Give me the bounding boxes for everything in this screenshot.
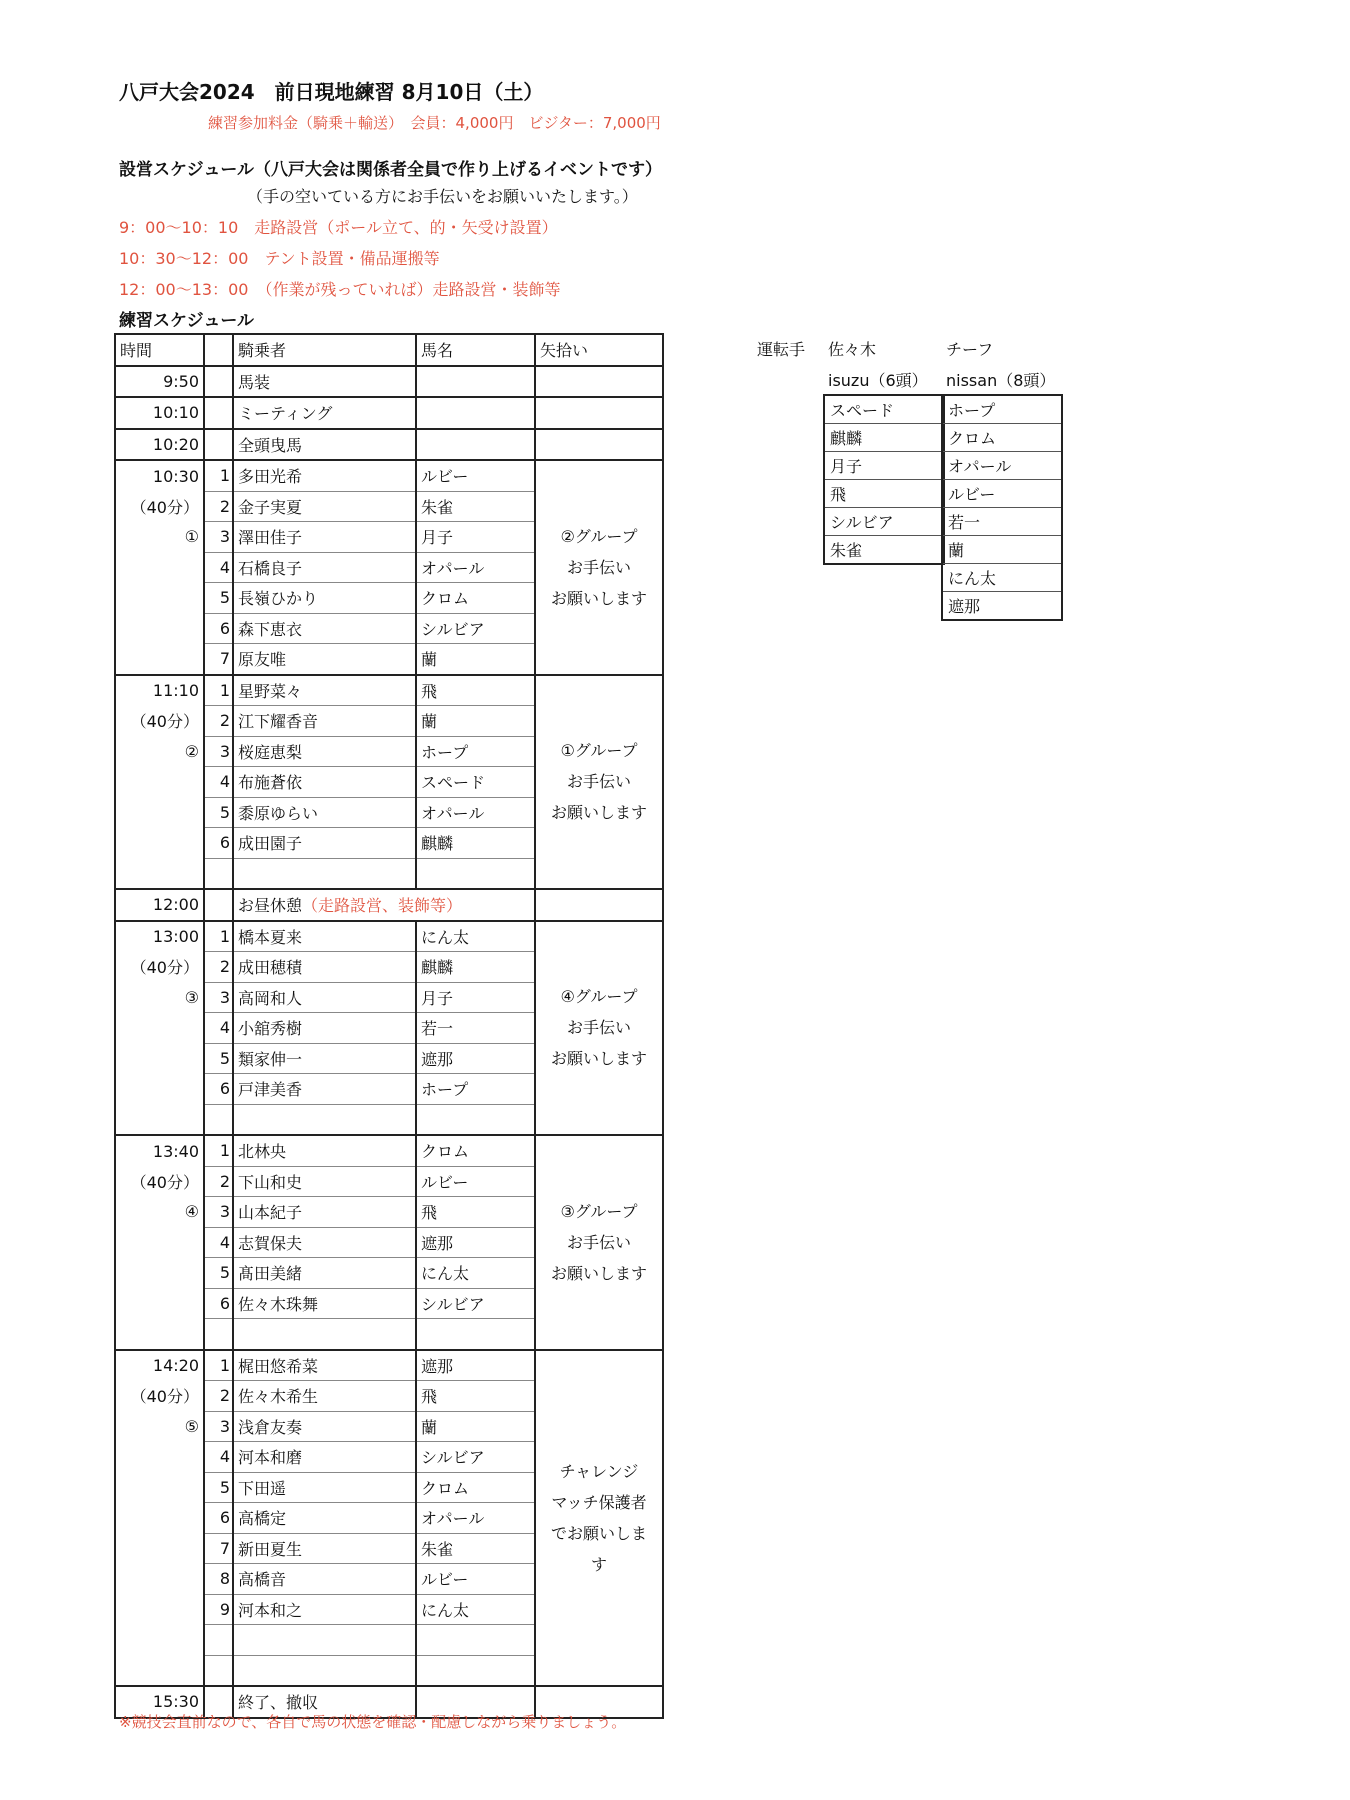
helper-line: お手伝い: [566, 557, 631, 577]
horse-cell: オパール: [416, 797, 535, 828]
truck-horse-row: [824, 536, 944, 565]
time-cell: [115, 1564, 204, 1595]
horse-cell: 遮那: [416, 1350, 535, 1381]
setup-note: （手の空いている方にお手伝いをお願いいたします。）: [247, 187, 638, 206]
truck-horse-cell: ルビー: [942, 480, 1062, 508]
time-cell: [115, 1104, 204, 1135]
practice-title: 練習スケジュール: [119, 311, 254, 331]
rider-cell: 布施蒼依: [233, 767, 416, 798]
number-cell: [204, 1319, 233, 1350]
helper-cell: [535, 397, 663, 429]
truck-horse-cell: 麒麟: [824, 424, 944, 452]
rider-cell: 髙田美緒: [233, 1258, 416, 1289]
horse-cell: にん太: [416, 1594, 535, 1625]
rider-cell: 原友唯: [233, 644, 416, 675]
horse-cell: 遮那: [416, 1227, 535, 1258]
header-row: [115, 334, 663, 366]
truck-horse-cell: 蘭: [942, 536, 1062, 564]
fee-info: 練習参加料金（騎乗＋輸送） 会員：4,000円 ビジター：7,000円: [208, 114, 661, 132]
schedule-row: [115, 429, 663, 461]
lunch-note: （走路設営、装飾等）: [302, 896, 463, 916]
horse-cell: [416, 1104, 535, 1135]
time-cell: ①: [115, 522, 204, 553]
truck-horse-row: [942, 564, 1062, 592]
horse-cell: [416, 1655, 535, 1686]
time-cell: ④: [115, 1197, 204, 1228]
time-cell: （40分）: [115, 1166, 204, 1197]
rider-row: [115, 1350, 663, 1381]
horse-cell: にん太: [416, 921, 535, 952]
time-cell: 11:10: [115, 675, 204, 706]
number-cell: 4: [204, 1442, 233, 1473]
helper-cell: [535, 1350, 663, 1687]
setup-line-3: 12：00〜13：00 （作業が残っていれば）走路設営・装飾等: [119, 280, 561, 299]
number-cell: [204, 1104, 233, 1135]
horse-cell: シルビア: [416, 1442, 535, 1473]
helper-cell: [535, 889, 663, 921]
rider-row: [115, 1135, 663, 1166]
truck-horse-row: [942, 480, 1062, 508]
horse-cell: 麒麟: [416, 828, 535, 859]
time-cell: [115, 767, 204, 798]
horse-cell: [416, 1319, 535, 1350]
time-cell: （40分）: [115, 491, 204, 522]
rider-cell: 成田園子: [233, 828, 416, 859]
number-cell: [204, 889, 233, 921]
helper-line: お願いします: [550, 1049, 647, 1069]
time-cell: ③: [115, 982, 204, 1013]
horse-cell: クロム: [416, 583, 535, 614]
rider-cell: 山本紀子: [233, 1197, 416, 1228]
number-cell: 4: [204, 552, 233, 583]
rider-cell: 馬装: [233, 366, 416, 398]
truck-horse-row: [942, 508, 1062, 536]
number-cell: 1: [204, 1350, 233, 1381]
header-cell: 矢拾い: [535, 334, 663, 366]
horse-cell: 遮那: [416, 1043, 535, 1074]
number-cell: 6: [204, 828, 233, 859]
number-cell: 1: [204, 460, 233, 491]
helper-cell: [535, 1135, 663, 1350]
time-cell: [115, 1319, 204, 1350]
time-cell: [115, 1074, 204, 1105]
time-cell: 13:00: [115, 921, 204, 952]
helper-line: お願いします: [550, 803, 647, 823]
rider-cell: 小舘秀樹: [233, 1013, 416, 1044]
lunch-cell: [233, 889, 535, 921]
time-cell: ⑤: [115, 1411, 204, 1442]
time-cell: 9:50: [115, 366, 204, 398]
time-cell: [115, 1503, 204, 1534]
time-cell: 13:40: [115, 1135, 204, 1166]
rider-cell: 梶田悠希菜: [233, 1350, 416, 1381]
time-cell: [115, 552, 204, 583]
horse-cell: ホープ: [416, 736, 535, 767]
number-cell: 4: [204, 1227, 233, 1258]
rider-cell: 浅倉友奏: [233, 1411, 416, 1442]
number-cell: 5: [204, 1472, 233, 1503]
truck-horse-row: [942, 452, 1062, 480]
time-cell: （40分）: [115, 1381, 204, 1412]
rider-cell: [233, 1655, 416, 1686]
helper-line: ④グループ: [560, 987, 638, 1007]
number-cell: 6: [204, 1288, 233, 1319]
driver-label: 運転手: [757, 340, 806, 359]
header-cell: [204, 334, 233, 366]
horse-cell: [416, 429, 535, 461]
time-cell: [115, 1472, 204, 1503]
truck-right: nissan（8頭）: [946, 371, 1056, 390]
rider-cell: 高橋音: [233, 1564, 416, 1595]
horse-cell: 蘭: [416, 644, 535, 675]
number-cell: 4: [204, 1013, 233, 1044]
time-cell: [115, 583, 204, 614]
time-cell: [115, 1043, 204, 1074]
horse-cell: オパール: [416, 1503, 535, 1534]
time-cell: [115, 1594, 204, 1625]
horse-cell: 蘭: [416, 706, 535, 737]
number-cell: 5: [204, 583, 233, 614]
truck-horse-cell: スペード: [824, 395, 944, 424]
rider-cell: 下山和史: [233, 1166, 416, 1197]
helper-line: ①グループ: [560, 741, 638, 761]
time-cell: [115, 613, 204, 644]
rider-cell: 森下恵衣: [233, 613, 416, 644]
rider-cell: 石橋良子: [233, 552, 416, 583]
horse-cell: 月子: [416, 522, 535, 553]
number-cell: 4: [204, 767, 233, 798]
time-cell: [115, 1288, 204, 1319]
lunch-row: [115, 889, 663, 921]
number-cell: [204, 1655, 233, 1686]
horse-cell: 朱雀: [416, 491, 535, 522]
rider-cell: 金子実夏: [233, 491, 416, 522]
helper-line: チャレンジ: [559, 1461, 639, 1481]
helper-line: お手伝い: [566, 1018, 631, 1038]
driver-right-name: チーフ: [946, 340, 994, 359]
time-cell: [115, 1258, 204, 1289]
number-cell: 9: [204, 1594, 233, 1625]
horse-cell: 飛: [416, 1381, 535, 1412]
schedule-row: [115, 366, 663, 398]
horse-cell: シルビア: [416, 1288, 535, 1319]
rider-cell: 成田穂積: [233, 952, 416, 983]
helper-line: ③グループ: [560, 1201, 638, 1221]
rider-cell: [233, 858, 416, 889]
number-cell: 5: [204, 797, 233, 828]
rider-cell: 下田遥: [233, 1472, 416, 1503]
header-cell: 馬名: [416, 334, 535, 366]
truck-horse-cell: 月子: [824, 452, 944, 480]
horse-cell: 麒麟: [416, 952, 535, 983]
setup-line-1: 9：00〜10：10 走路設営（ポール立て、的・矢受け設置）: [119, 218, 558, 237]
rider-cell: 高岡和人: [233, 982, 416, 1013]
time-cell: [115, 1013, 204, 1044]
number-cell: 6: [204, 1503, 233, 1534]
truck-horse-cell: 遮那: [942, 592, 1062, 621]
truck-horse-row: [942, 592, 1062, 621]
number-cell: 1: [204, 1135, 233, 1166]
rider-cell: 全頭曳馬: [233, 429, 416, 461]
horse-cell: 朱雀: [416, 1533, 535, 1564]
time-cell: （40分）: [115, 706, 204, 737]
number-cell: 1: [204, 921, 233, 952]
horse-cell: 飛: [416, 1197, 535, 1228]
rider-cell: 佐々木珠舞: [233, 1288, 416, 1319]
rider-row: [115, 675, 663, 706]
header-cell: 時間: [115, 334, 204, 366]
time-cell: [115, 828, 204, 859]
rider-cell: 佐々木希生: [233, 1381, 416, 1412]
helper-cell: [535, 366, 663, 398]
rider-cell: 北林央: [233, 1135, 416, 1166]
number-cell: 2: [204, 952, 233, 983]
number-cell: [204, 397, 233, 429]
time-cell: 15:30: [115, 1686, 204, 1718]
horse-cell: オパール: [416, 552, 535, 583]
rider-cell: 長嶺ひかり: [233, 583, 416, 614]
time-cell: [115, 1442, 204, 1473]
number-cell: 3: [204, 1411, 233, 1442]
helper-line: お願いします: [550, 1263, 647, 1283]
truck-horse-cell: 飛: [824, 480, 944, 508]
horse-cell: ルビー: [416, 1166, 535, 1197]
number-cell: 6: [204, 1074, 233, 1105]
number-cell: 8: [204, 1564, 233, 1595]
rider-cell: 桜庭恵梨: [233, 736, 416, 767]
time-cell: [115, 1227, 204, 1258]
time-cell: [115, 1655, 204, 1686]
rider-cell: ミーティング: [233, 397, 416, 429]
rider-cell: 多田光希: [233, 460, 416, 491]
horse-cell: [416, 366, 535, 398]
schedule-row: [115, 397, 663, 429]
helper-line: ②グループ: [560, 526, 638, 546]
helper-line: お手伝い: [566, 772, 631, 792]
truck-horse-cell: オパール: [942, 452, 1062, 480]
number-cell: 7: [204, 1533, 233, 1564]
horse-cell: クロム: [416, 1135, 535, 1166]
horse-cell: [416, 858, 535, 889]
rider-cell: 河本和磨: [233, 1442, 416, 1473]
truck-horse-cell: 若一: [942, 508, 1062, 536]
number-cell: [204, 858, 233, 889]
truck-right-horses: [941, 394, 1063, 621]
rider-cell: 橋本夏来: [233, 921, 416, 952]
number-cell: 2: [204, 491, 233, 522]
horse-cell: シルビア: [416, 613, 535, 644]
helper-cell: [535, 429, 663, 461]
number-cell: 3: [204, 982, 233, 1013]
time-cell: （40分）: [115, 952, 204, 983]
rider-cell: 戸津美香: [233, 1074, 416, 1105]
truck-horse-row: [824, 452, 944, 480]
horse-cell: にん太: [416, 1258, 535, 1289]
number-cell: [204, 366, 233, 398]
helper-cell: [535, 460, 663, 675]
horse-cell: スペード: [416, 767, 535, 798]
lunch-label: お昼休憩: [238, 896, 303, 916]
time-cell: [115, 1625, 204, 1656]
page-title: 八戸大会2024 前日現地練習 8月10日（土）: [119, 80, 544, 104]
driver-left-name: 佐々木: [828, 340, 877, 359]
number-cell: 5: [204, 1258, 233, 1289]
truck-horse-cell: 朱雀: [824, 536, 944, 565]
helper-line: でお願いしま: [550, 1523, 647, 1543]
horse-cell: クロム: [416, 1472, 535, 1503]
horse-cell: ルビー: [416, 460, 535, 491]
number-cell: 5: [204, 1043, 233, 1074]
time-cell: 10:10: [115, 397, 204, 429]
rider-cell: 類家伸一: [233, 1043, 416, 1074]
time-cell: ②: [115, 736, 204, 767]
time-cell: [115, 797, 204, 828]
rider-row: [115, 460, 663, 491]
number-cell: [204, 429, 233, 461]
time-cell: 14:20: [115, 1350, 204, 1381]
time-cell: 10:20: [115, 429, 204, 461]
rider-cell: 志賀保夫: [233, 1227, 416, 1258]
time-cell: [115, 858, 204, 889]
truck-left: isuzu（6頭）: [828, 371, 928, 390]
truck-horse-row: [824, 395, 944, 424]
truck-horse-cell: にん太: [942, 564, 1062, 592]
truck-horse-cell: ホープ: [942, 395, 1062, 424]
rider-cell: 黍原ゆらい: [233, 797, 416, 828]
horse-cell: [416, 1625, 535, 1656]
truck-horse-row: [824, 480, 944, 508]
practice-schedule-table: [114, 333, 664, 1719]
time-cell: 10:30: [115, 460, 204, 491]
footnote: ※競技会直前なので、各自で馬の状態を確認・配慮しながら乗りましょう。: [119, 1713, 627, 1731]
rider-cell: 高橋定: [233, 1503, 416, 1534]
truck-horse-row: [824, 424, 944, 452]
rider-row: [115, 921, 663, 952]
number-cell: [204, 1625, 233, 1656]
horse-cell: [416, 397, 535, 429]
time-cell: [115, 1533, 204, 1564]
horse-cell: 飛: [416, 675, 535, 706]
horse-cell: 若一: [416, 1013, 535, 1044]
rider-cell: [233, 1104, 416, 1135]
rider-cell: [233, 1319, 416, 1350]
truck-horse-row: [942, 424, 1062, 452]
rider-cell: 河本和之: [233, 1594, 416, 1625]
rider-cell: 新田夏生: [233, 1533, 416, 1564]
rider-cell: 澤田佳子: [233, 522, 416, 553]
setup-title: 設営スケジュール（八戸大会は関係者全員で作り上げるイベントです）: [119, 160, 662, 180]
number-cell: 1: [204, 675, 233, 706]
number-cell: 2: [204, 1381, 233, 1412]
truck-horse-cell: シルビア: [824, 508, 944, 536]
number-cell: 6: [204, 613, 233, 644]
header-cell: 騎乗者: [233, 334, 416, 366]
truck-horse-row: [942, 395, 1062, 424]
truck-horse-cell: クロム: [942, 424, 1062, 452]
rider-cell: 星野菜々: [233, 675, 416, 706]
helper-cell: [535, 921, 663, 1136]
number-cell: 2: [204, 1166, 233, 1197]
time-cell: 12:00: [115, 889, 204, 921]
time-cell: [115, 644, 204, 675]
number-cell: 3: [204, 522, 233, 553]
rider-cell: 終了、撤収: [233, 1686, 416, 1718]
helper-line: お願いします: [550, 588, 647, 608]
helper-line: す: [590, 1554, 607, 1574]
horse-cell: ルビー: [416, 1564, 535, 1595]
helper-line: マッチ保護者: [551, 1492, 647, 1512]
truck-left-horses: [823, 394, 945, 565]
helper-line: お手伝い: [566, 1232, 631, 1252]
horse-cell: ホープ: [416, 1074, 535, 1105]
truck-horse-row: [824, 508, 944, 536]
truck-horse-row: [942, 536, 1062, 564]
number-cell: 7: [204, 644, 233, 675]
helper-cell: [535, 675, 663, 890]
rider-cell: [233, 1625, 416, 1656]
number-cell: 2: [204, 706, 233, 737]
rider-cell: 江下耀香音: [233, 706, 416, 737]
setup-line-2: 10：30〜12：00 テント設置・備品運搬等: [119, 249, 440, 268]
number-cell: 3: [204, 1197, 233, 1228]
horse-cell: 月子: [416, 982, 535, 1013]
horse-cell: 蘭: [416, 1411, 535, 1442]
number-cell: 3: [204, 736, 233, 767]
